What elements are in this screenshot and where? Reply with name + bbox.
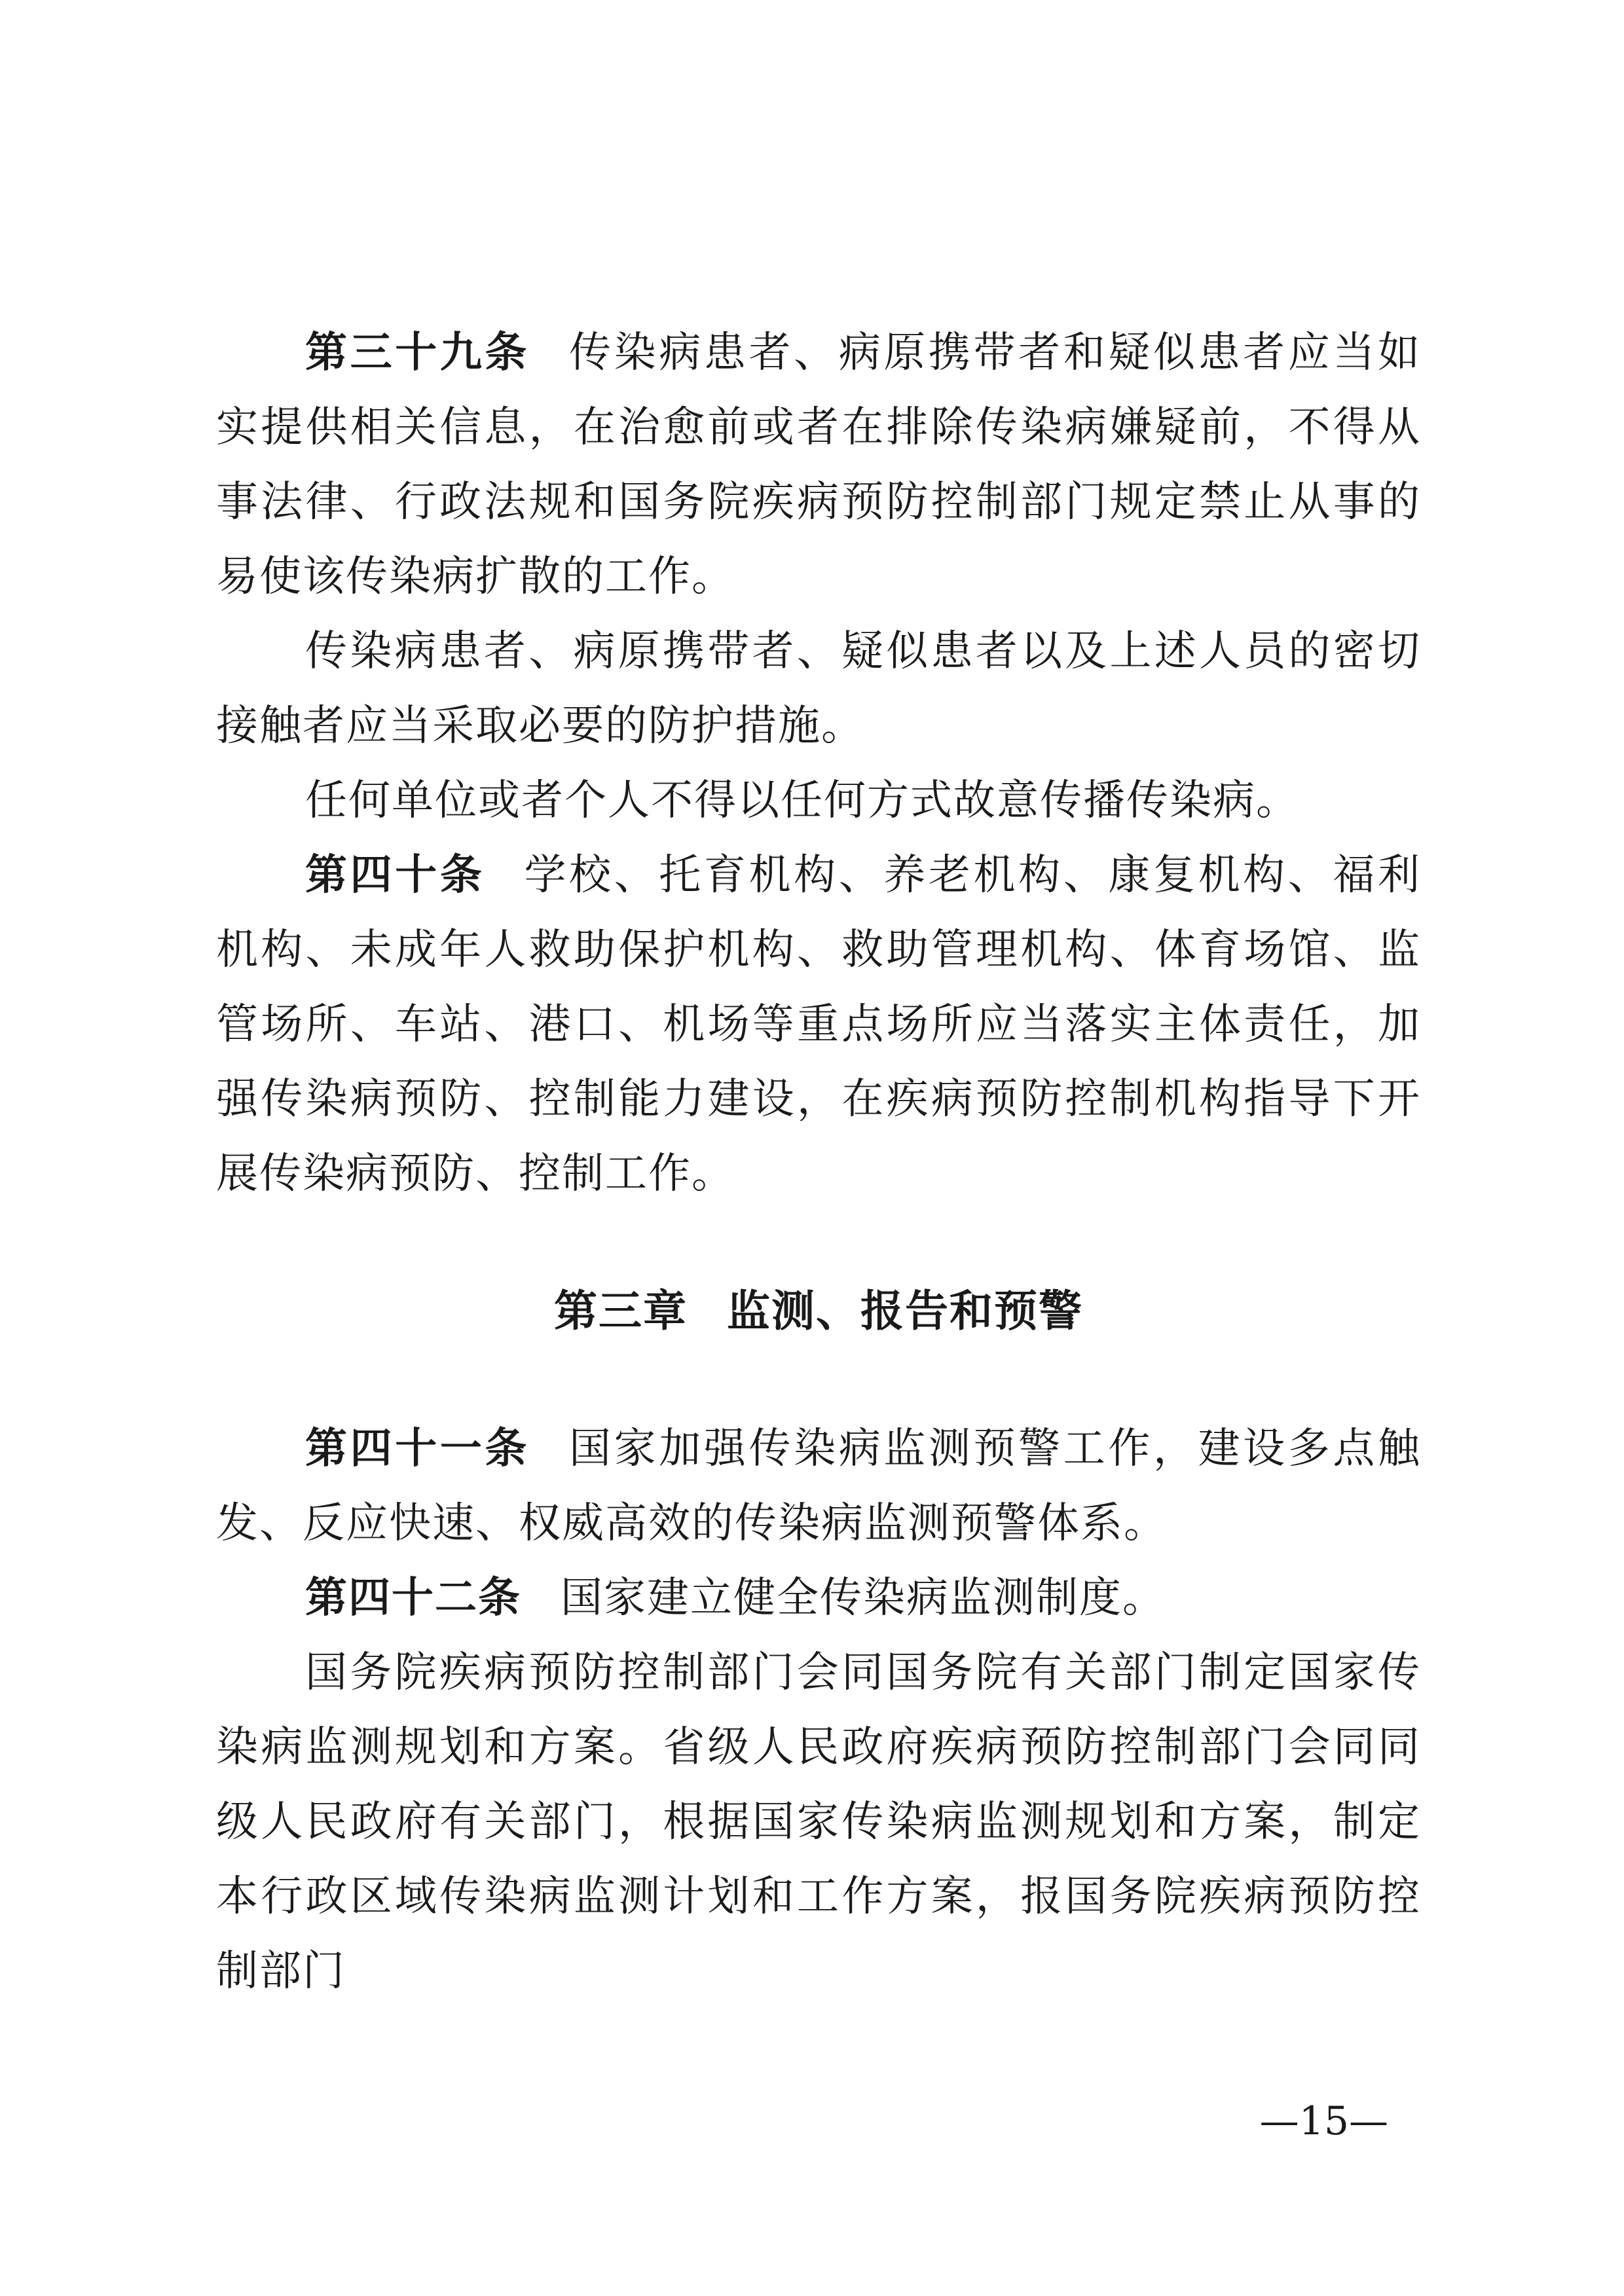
article-42-number: 第四十二条 — [305, 1574, 521, 1622]
article-40-text-1: 学校、托育机构、养老机构、康复机构、福利机构、未成年人救助保护机构、救助管理机构、体育场馆、监管场所、车站、港口、机场等重点场所应当落实主体责任，加强传染病预防、控制能力建设，在疾病预防控制机构指导下开展传染病预防、控制工作。 — [216, 851, 1422, 1198]
article-40-number: 第四十条 — [305, 851, 485, 900]
article-42-text-1: 国家建立健全传染病监测制度。 — [561, 1574, 1166, 1622]
article-39-text-2: 传染病患者、病原携带者、疑似患者以及上述人员的密切接触者应当采取必要的防护措施。 — [216, 627, 1421, 750]
article-42-text-2: 国务院疾病预防控制部门会同国务院有关部门制定国家传染病监测规划和方案。省级人民政府疾病预防控制部门会同同级人民政府有关部门，根据国家传染病监测规划和方案，制定本行政区域传染病监测计划和工作方案，报国务院疾病预防控制部门 — [216, 1649, 1421, 1995]
article-40-paragraph-1 — [216, 838, 1421, 1211]
article-41-paragraph-1 — [216, 1412, 1421, 1561]
article-39-text-1: 传染病患者、病原携带者和疑似患者应当如实提供相关信息，在治愈前或者在排除传染病嫌疑前，不得从事法律、行政法规和国务院疾病预防控制部门规定禁止从事的易使该传染病扩散的工作。 — [216, 329, 1422, 601]
article-42-paragraph-2 — [216, 1635, 1421, 2009]
article-39-paragraph-1 — [216, 316, 1421, 614]
article-41-text-1: 国家加强传染病监测预警工作，建设多点触发、反应快速、权威高效的传染病监测预警体系。 — [216, 1425, 1422, 1548]
document-body — [216, 316, 1421, 2009]
chapter-heading — [216, 1211, 1421, 1412]
page-number: —15— — [1259, 2098, 1388, 2144]
article-39-number: 第三十九条 — [305, 329, 530, 377]
chapter-number: 第三章 — [554, 1286, 688, 1336]
article-39-text-3: 任何单位或者个人不得以任何方式故意传播传染病。 — [305, 776, 1299, 825]
article-42-paragraph-1 — [216, 1561, 1421, 1635]
article-41-number: 第四十一条 — [305, 1425, 530, 1473]
article-39-paragraph-3 — [216, 763, 1421, 838]
article-39-paragraph-2 — [216, 614, 1421, 763]
chapter-title: 监测、报告和预警 — [727, 1286, 1083, 1336]
